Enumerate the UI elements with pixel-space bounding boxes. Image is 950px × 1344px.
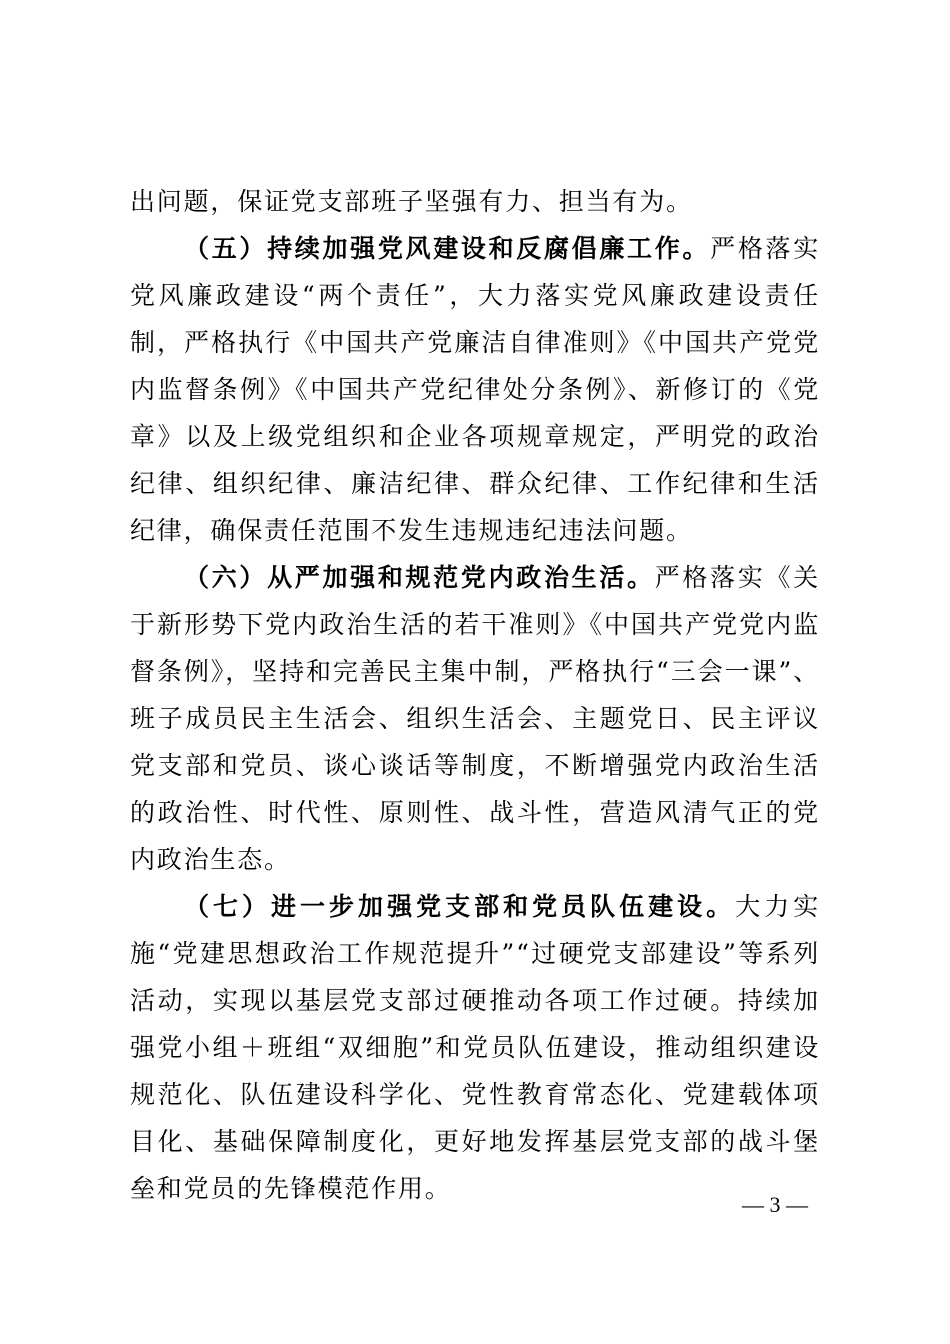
section-heading: （七）进一步加强党支部和党员队伍建设。 xyxy=(184,892,736,921)
paragraph-text: 大力实施“党建思想政治工作规范提升”“过硬党支部建设”等系列活动，实现以基层党支部过硬推动各项工作过硬。持续加强党小组＋班组“双细胞”和党员队伍建设，推动组织建设规范化、队伍建设科学化、党性教育常态化、党建载体项目化、基础保障制度化，更好地发挥基层党支部的战斗堡垒和党员的先锋模范作用。 xyxy=(130,892,821,1203)
paragraph-section-5 xyxy=(130,225,820,554)
paragraph-text: 严格落实党风廉政建设“两个责任”，大力落实党风廉政建设责任制，严格执行《中国共产党廉洁自律准则》《中国共产党党内监督条例》《中国共产党纪律处分条例》、新修订的《党章》以及上级党组织和企业各项规章规定，严明党的政治纪律、组织纪律、廉洁纪律、群众纪律、工作纪律和生活纪律，确保责任范围不发生违规违纪违法问题。 xyxy=(130,234,820,545)
section-heading: （五）持续加强党风建设和反腐倡廉工作。 xyxy=(184,234,711,263)
paragraph-continuation xyxy=(130,178,820,225)
paragraph-text: 出问题，保证党支部班子坚强有力、担当有为。 xyxy=(130,187,693,216)
section-heading: （六）从严加强和规范党内政治生活。 xyxy=(184,563,655,592)
page-number: — 3 — xyxy=(742,1192,808,1217)
document-body xyxy=(130,178,820,1212)
paragraph-text: 严格落实《关于新形势下党内政治生活的若干准则》《中国共产党党内监督条例》，坚持和完善民主集中制，严格执行“三会一课”、班子成员民主生活会、组织生活会、主题党日、民主评议党支部和党员、谈心谈话等制度，不断增强党内政治生活的政治性、时代性、原则性、战斗性，营造风清气正的党内政治生态。 xyxy=(130,563,820,874)
paragraph-section-7 xyxy=(130,883,820,1212)
paragraph-section-6 xyxy=(130,554,820,883)
